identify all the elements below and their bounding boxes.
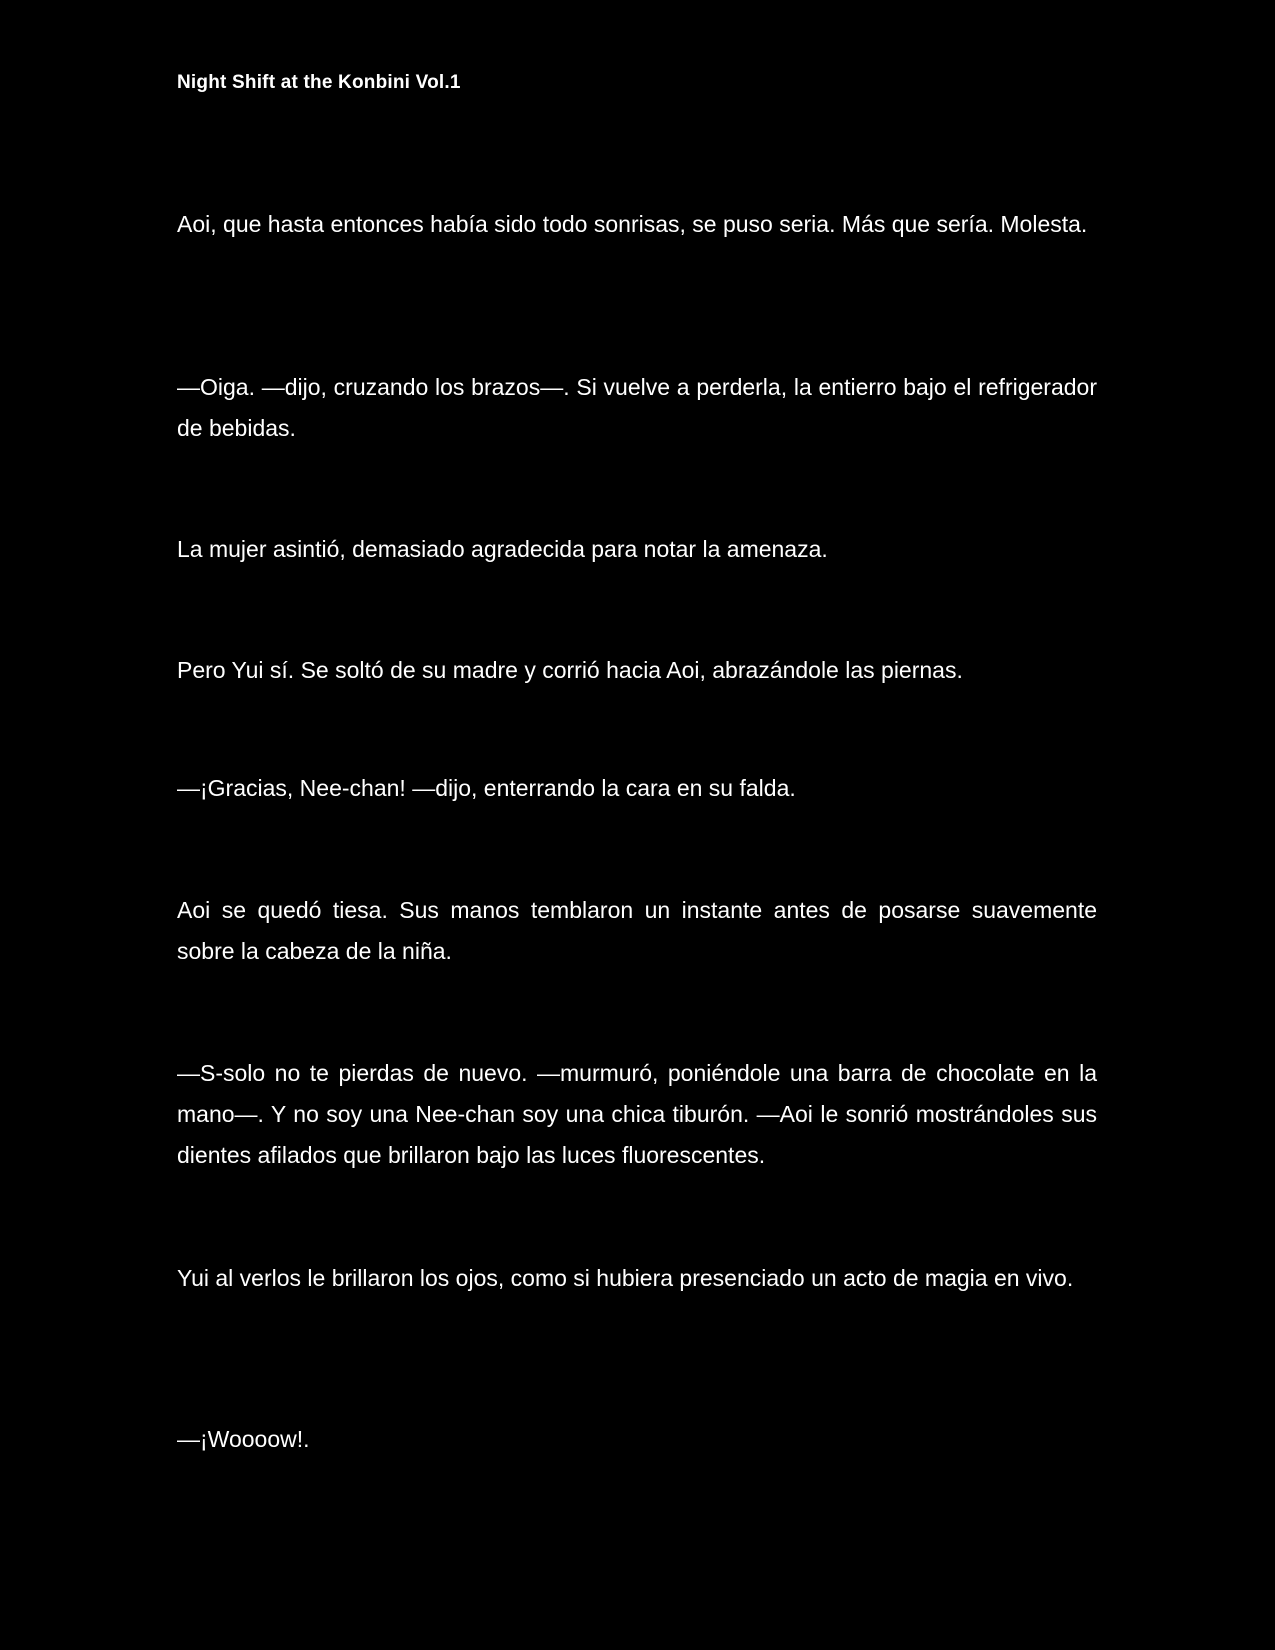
paragraph: —¡Woooow!. (177, 1426, 310, 1452)
paragraph: Aoi, que hasta entonces había sido todo sonrisas, se puso seria. Más que sería. Molesta. (177, 211, 1088, 237)
paragraph: —S-solo no te pierdas de nuevo. —murmuró, poniéndole una barra de chocolate en la mano—. Y no soy una Nee-chan soy una chica tiburón. —Aoi le sonrió mostrándoles sus dientes afilados que brillaron bajo las luces fluorescentes. (177, 1060, 1097, 1168)
paragraph: —¡Gracias, Nee-chan! —dijo, enterrando la cara en su falda. (177, 775, 796, 801)
paragraph: —Oiga. —dijo, cruzando los brazos—. Si vuelve a perderla, la entierro bajo el refrigerador de bebidas. (177, 374, 1097, 441)
paragraph: Yui al verlos le brillaron los ojos, como si hubiera presenciado un acto de magia en vivo. (177, 1265, 1074, 1291)
running-header-title: Night Shift at the Konbini Vol.1 (177, 72, 461, 93)
paragraph: La mujer asintió, demasiado agradecida para notar la amenaza. (177, 536, 828, 562)
paragraph: Pero Yui sí. Se soltó de su madre y corrió hacia Aoi, abrazándole las piernas. (177, 657, 963, 683)
paragraph: Aoi se quedó tiesa. Sus manos temblaron un instante antes de posarse suavemente sobre la cabeza de la niña. (177, 897, 1097, 964)
